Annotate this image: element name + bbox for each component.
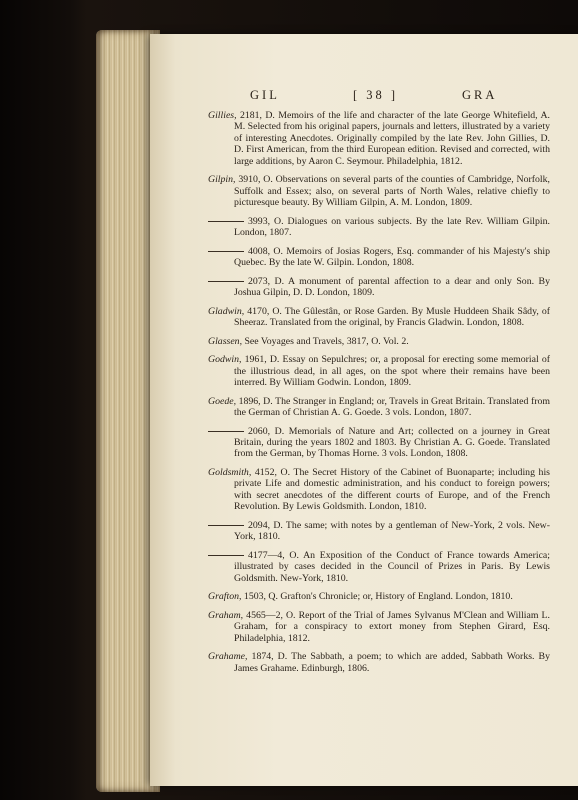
catalog-entry (208, 610, 550, 644)
catalog-entry (208, 306, 550, 329)
entry-text: 1503, Q. Grafton's Chronicle; or, History of England. London, 1810. (241, 591, 513, 603)
entry-text: 4152, O. The Secret History of the Cabinet of Buonaparte; including his private Life and domestic administration, and his conduct to foreign powers; with secret anecdotes of the different courts of Europe, and of the French Revolution. By Lewis Goldsmith. London, 1810. (234, 467, 550, 513)
catalog-entry (208, 336, 550, 347)
entry-heading: Grafton, (208, 591, 242, 603)
catalog-entry (208, 651, 550, 674)
entry-heading: Gladwin, (208, 305, 245, 317)
catalog-entry (208, 110, 550, 167)
running-header (250, 88, 510, 108)
ditto-dash (208, 555, 244, 556)
entry-text: 4170, O. The Gûlestân, or Rose Garden. By Musle Huddeen Shaik Sâdy, of Sheeraz. Translated from the original, by Francis Gladwin. London, 1808. (234, 305, 550, 329)
ditto-dash (208, 281, 244, 282)
catalog-entries (208, 110, 550, 681)
entry-heading: Gilpin, (208, 174, 236, 186)
entry-heading: Graham, (208, 609, 244, 621)
entry-heading: Goldsmith, (208, 467, 252, 479)
entry-text: 3993, O. Dialogues on various subjects. By the late Rev. William Gilpin. London, 1807. (234, 215, 550, 239)
ditto-dash (208, 431, 244, 432)
entry-heading: Goede, (208, 395, 237, 407)
header-left: GIL (250, 88, 280, 102)
page-number: [ 38 ] (353, 88, 399, 102)
catalog-entry (208, 276, 550, 299)
ditto-dash (208, 525, 244, 526)
catalog-entry (208, 550, 550, 584)
catalog-entry (208, 426, 550, 460)
catalog-entry (208, 396, 550, 419)
catalog-entry (208, 467, 550, 513)
entry-heading: Grahame, (208, 651, 248, 663)
entry-text: 1961, D. Essay on Sepulchres; or, a proposal for erecting some memorial of the illustrious dead, in all ages, on the spot where their remains have been interred. By William Godwin. London, 1809. (234, 354, 550, 389)
header-right: GRA (462, 88, 498, 102)
ditto-dash (208, 251, 244, 252)
entry-heading: Glassen, (208, 335, 243, 347)
entry-heading: Gillies, (208, 110, 237, 121)
catalog-entry (208, 591, 550, 602)
entry-text: 4008, O. Memoirs of Josias Rogers, Esq. commander of his Majesty's ship Quebec. By the late W. Gilpin. London, 1808. (234, 245, 550, 269)
ditto-dash (208, 221, 244, 222)
entry-text: 4565—2, O. Report of the Trial of James Sylvanus M'Clean and William L. Graham, for a conspiracy to extort money from Stephen Girard, Esq. Philadelphia, 1812. (234, 609, 550, 644)
entry-text: 2181, D. Memoirs of the life and character of the late George Whitefield, A. M. Selected from his original papers, journals and letters, illustrated by a variety of interesting Anecdotes. Originally compiled by the late Rev. John Gillies, D. D. First American, from the third European edition. Revised and corrected, with large additions, by Aaron C. Seymour. Philadelphia, 1812. (234, 110, 550, 167)
entry-text: 3910, O. Observations on several parts of the counties of Cambridge, Norfolk, Suffolk and Essex; also, on several parts of North Wales, relative chiefly to picturesque beauty. By William Gilpin, A. M. London, 1809. (234, 174, 550, 209)
entry-text: 2094, D. The same; with notes by a gentleman of New-York, 2 vols. New-York, 1810. (234, 519, 550, 543)
entry-text: 2073, D. A monument of parental affection to a dear and only Son. By Joshua Gilpin, D. D. London, 1809. (234, 275, 550, 299)
entry-text: 1874, D. The Sabbath, a poem; to which are added, Sabbath Works. By James Grahame. Edinburgh, 1806. (234, 651, 550, 674)
catalog-entry (208, 520, 550, 543)
entry-text: 4177—4, O. An Exposition of the Conduct of France towards America; illustrated by cases decided in the Council of Prizes in Paris. By Lewis Goldsmith. New-York, 1810. (234, 549, 550, 584)
catalog-entry (208, 354, 550, 388)
entry-text: 2060, D. Memorials of Nature and Art; collected on a journey in Great Britain, during the years 1802 and 1803. By Christian A. G. Goede. Translated from the German, by Thomas Horne. 3 vols. London, 1808. (234, 425, 550, 460)
entry-text: See Voyages and Travels, 3817, O. Vol. 2. (242, 335, 409, 347)
catalog-entry (208, 216, 550, 239)
catalog-entry (208, 246, 550, 269)
catalog-entry (208, 174, 550, 208)
entry-heading: Godwin, (208, 354, 242, 366)
entry-text: 1896, D. The Stranger in England; or, Travels in Great Britain. Translated from the German of Christian A. G. Goede. 3 vols. London, 1807. (234, 395, 550, 419)
